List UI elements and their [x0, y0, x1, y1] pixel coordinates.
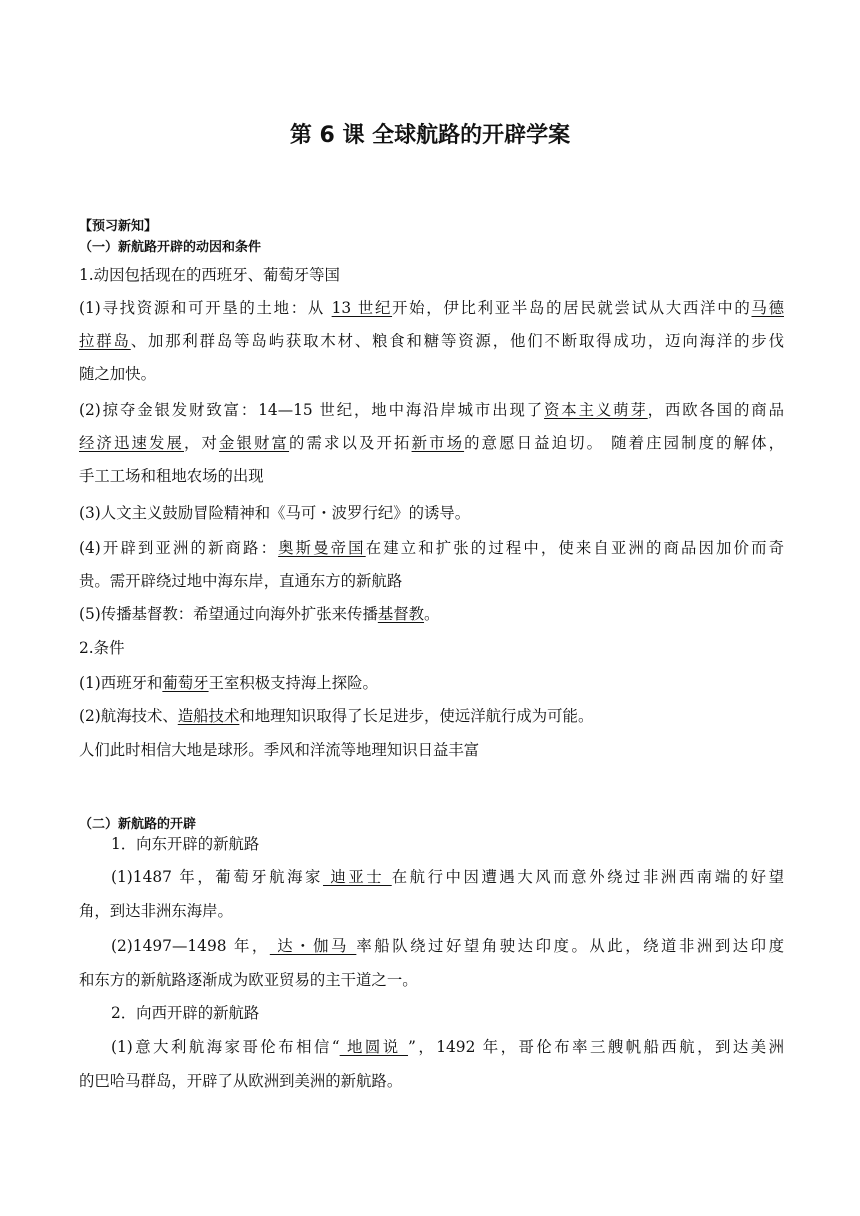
page-title: 第 6 课 全球航路的开辟学案 [289, 123, 571, 148]
text-line: 角，到达非洲东海岸。 [79, 902, 233, 920]
text-line: (2)掠夺金银发财致富：14—15 世纪，地中海沿岸城市出现了资本主义萌芽，西欧各国的商品 [79, 401, 784, 419]
answer-underline: 马德 [751, 299, 784, 317]
text-line: 1.动因包括现在的西班牙、葡萄牙等国 [79, 266, 340, 284]
text-line: (1)西班牙和葡萄牙王室积极支持海上探险。 [79, 674, 378, 692]
text-line: (1)意大利航海家哥伦布相信“ 地圆说 ”，1492 年，哥伦布率三艘帆船西航，到达美洲 [111, 1038, 784, 1056]
text-line: (3)人文主义鼓励冒险精神和《马可・波罗行纪》的诱导。 [79, 504, 471, 522]
answer-underline: 葡萄牙 [162, 674, 209, 692]
text-line: (1)1487 年，葡萄牙航海家 迪亚士 在航行中因遭遇大风而意外绕过非洲西南端的好望 [111, 868, 784, 886]
text-line: 1．向东开辟的新航路 [111, 835, 260, 853]
text-line: (5)传播基督教：希望通过向海外扩张来传播基督教。 [79, 605, 440, 623]
answer-underline: 迪亚士 [322, 868, 392, 886]
answer-underline: 资本主义萌芽 [544, 401, 648, 419]
text-line: 贵。需开辟绕过地中海东岸，直通东方的新航路 [79, 572, 403, 590]
text-line: 人们此时相信大地是球形。季风和洋流等地理知识日益丰富 [79, 741, 480, 759]
answer-underline: 拉群岛 [79, 332, 131, 350]
text-line: (2)航海技术、造船技术和地理知识取得了长足进步，使远洋航行成为可能。 [79, 707, 594, 725]
answer-underline: 经济迅速发展 [79, 434, 185, 452]
text-line: 手工工场和租地农场的出现 [79, 467, 264, 485]
section-preview-label: 【预习新知】 [79, 219, 158, 234]
text-line: (2)1497—1498 年， 达・伽马 率船队绕过好望角驶达印度。从此，绕道非洲到达印度 [111, 937, 784, 955]
answer-underline: 奥斯曼帝国 [278, 539, 366, 557]
answer-underline: 基督教 [377, 605, 425, 623]
text-line: 2.条件 [79, 639, 125, 657]
answer-underline: 地圆说 [339, 1038, 409, 1056]
answer-underline: 新市场 [411, 434, 465, 452]
answer-underline: 造船技术 [177, 707, 240, 725]
section-heading-routes: （二）新航路的开辟 [79, 817, 197, 832]
text-line: 2．向西开辟的新航路 [111, 1004, 260, 1022]
text-line: 和东方的新航路逐渐成为欧亚贸易的主干道之一。 [79, 971, 418, 989]
answer-underline: 13 世纪 [331, 299, 393, 317]
text-line: (1)寻找资源和可开垦的土地：从 13 世纪开始，伊比利亚半岛的居民就尝试从大西洋中的马德 [79, 299, 784, 317]
answer-underline: 达・伽马 [269, 937, 357, 955]
section-heading-motives: （一）新航路开辟的动因和条件 [79, 240, 262, 255]
text-line: 随之加快。 [79, 365, 156, 383]
text-line: (4)开辟到亚洲的新商路：奥斯曼帝国在建立和扩张的过程中，使来自亚洲的商品因加价而奇 [79, 539, 784, 557]
answer-underline: 金银财富 [219, 434, 290, 452]
text-line: 经济迅速发展，对金银财富的需求以及开拓新市场的意愿日益迫切。 随着庄园制度的解体， [79, 434, 784, 452]
text-line: 拉群岛、加那利群岛等岛屿获取木材、粮食和糖等资源，他们不断取得成功，迈向海洋的步伐 [79, 332, 784, 350]
text-line: 的巴哈马群岛，开辟了从欧洲到美洲的新航路。 [79, 1072, 403, 1090]
